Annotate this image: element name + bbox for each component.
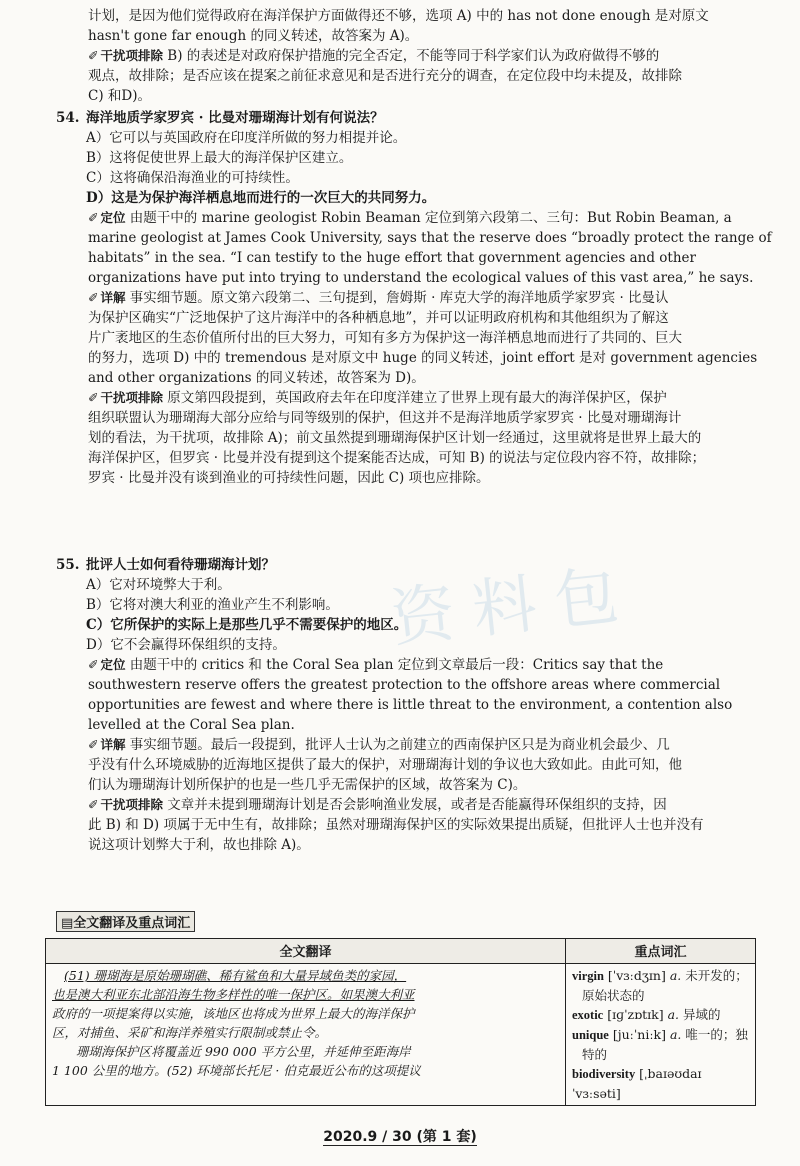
distractor-tag: ✐ 干扰项排除 xyxy=(88,797,163,812)
page-footer: 2020.9 / 30 (第 1 套) xyxy=(323,1129,477,1145)
vocab-entry: exotic [ɪɡˈzɒtɪk] a. 异域的 xyxy=(572,1007,721,1022)
option-b: B）它将对澳大利亚的渔业产生不利影响。 xyxy=(86,597,339,613)
distractor-para: ✐ 干扰项排除 文章并未提到珊瑚海计划是否会影响渔业发展，或者是否能赢得环保组织的支持，因 xyxy=(88,797,667,813)
vocab-entry-cont: 原始状态的 xyxy=(582,988,645,1003)
locate-line: habitats” in the sea. “I can testify to the huge effort that government agencies and other xyxy=(88,250,696,266)
question-number: 54. xyxy=(56,110,80,126)
option-d: D）它不会赢得环保组织的支持。 xyxy=(86,637,286,653)
intro-block xyxy=(88,6,778,106)
vocab-entry: biodiversity [ˌbaɪəʊdaɪˈvɜːsəti] xyxy=(572,1066,702,1101)
detail-tag: ✐ 详解 xyxy=(88,737,126,752)
table-header-row xyxy=(46,939,756,964)
option-a: A）它可以与英国政府在印度洋所做的努力相提并论。 xyxy=(86,130,407,146)
detail-line: 片广袤地区的生态价值所付出的巨大努力，可知有多方为保护这一海洋栖息地而进行了共同的、巨大 xyxy=(88,330,682,346)
intro-line: 观点，故排除；是否应该在提案之前征求意见和是否进行充分的调查，在定位段中均未提及，故排除 xyxy=(88,68,682,84)
translation-table xyxy=(45,938,756,1106)
distractor-line: 此 B) 和 D) 项属于无中生有，故排除；虽然对珊瑚海保护区的实际效果提出质疑，但批评人士也并没有 xyxy=(88,817,704,833)
distractor-tag: ✐ 干扰项排除 xyxy=(88,390,163,405)
table-row xyxy=(46,964,756,1106)
locate-line: levelled at the Coral Sea plan. xyxy=(88,717,295,733)
locate-para: ✐ 定位 由题干中的 marine geologist Robin Beaman 定位到第六段第二、三句：But Robin Beaman, a xyxy=(88,210,732,226)
col-header-vocab: 重点词汇 xyxy=(566,939,756,964)
intro-line: C) 和D)。 xyxy=(88,88,151,104)
distractor-line: 海洋保护区，但罗宾 · 比曼并没有提到这个提案能否达成，可知 B) 的说法与定位段内容不符，故排除； xyxy=(88,450,706,466)
pencil-icon: ✐ xyxy=(88,290,99,305)
translation-line: 也是澳大利亚东北部沿海生物多样性的唯一保护区。如果澳大利亚 xyxy=(52,987,415,1002)
locate-line: opportunities are fewest and where there is little threat to the environment, a contention also xyxy=(88,697,733,713)
vocab-entry: virgin [ˈvɜːdʒɪn] a. 未开发的； xyxy=(572,968,748,983)
intro-line: hasn't gone far enough 的同义转述，故答案为 A)。 xyxy=(88,28,419,44)
option-a: A）它对环境弊大于利。 xyxy=(86,577,231,593)
locate-line: southwestern reserve offers the greatest protection to the offshore areas where commercial xyxy=(88,677,721,693)
question-number: 55. xyxy=(56,557,80,573)
translation-line: (51) 珊瑚海是原始珊瑚礁、稀有鲨鱼和大量异域鱼类的家园， xyxy=(64,968,407,983)
translation-line: 政府的一项提案得以实施，该地区也将成为世界上最大的海洋保护 xyxy=(52,1006,415,1021)
detail-line: 乎没有什么环境威胁的近海地区提供了最大的保护，对珊瑚海计划的争议也大致如此。由此可知，他 xyxy=(88,757,682,773)
book-icon: ▤ xyxy=(61,916,74,931)
watermark-text: 资料包 xyxy=(387,557,640,657)
distractor-line: 说这项计划弊大于利，故也排除 A)。 xyxy=(88,837,310,853)
pencil-icon: ✐ xyxy=(88,390,99,405)
question-text: 海洋地质学家罗宾 · 比曼对珊瑚海计划有何说法？ xyxy=(86,110,384,126)
pencil-icon: ✐ xyxy=(88,797,99,812)
vocab-entry-cont: 特的 xyxy=(582,1047,608,1062)
option-c: C）这将确保沿海渔业的可持续性。 xyxy=(86,170,299,186)
pencil-icon: ✐ xyxy=(88,48,99,63)
detail-para: ✐ 详解 事实细节题。最后一段提到，批评人士认为之前建立的西南保护区只是为商业机会最少、几 xyxy=(88,737,670,753)
question-55-block xyxy=(56,555,776,855)
question-54-block xyxy=(56,108,776,488)
distractor-line: 划的看法，为干扰项，故排除 A)；前文虽然提到珊瑚海保护区计划一经通过，这里就将是世界上最大的 xyxy=(88,430,702,446)
detail-line: 的努力，选项 D) 中的 tremendous 是对原文中 huge 的同义转述，joint effort 是对 government agencies xyxy=(88,350,758,366)
option-c: C）它所保护的实际上是那些几乎不需要保护的地区。 xyxy=(86,617,408,633)
locate-tag: ✐ 定位 xyxy=(88,657,126,672)
detail-line: 为保护区确实“广泛地保护了这片海洋中的各种栖息地”，并可以证明政府机构和其他组织为了解这 xyxy=(88,310,669,326)
intro-distractor: ✐ 干扰项排除 B) 的表述是对政府保护措施的完全否定，不能等同于科学家们认为政府做得不够的 xyxy=(88,48,660,64)
option-d: D）这是为保护海洋栖息地而进行的一次巨大的共同努力。 xyxy=(86,190,436,206)
question-text: 批评人士如何看待珊瑚海计划？ xyxy=(86,557,275,573)
section-title: ▤全文翻译及重点词汇 xyxy=(56,911,195,932)
pencil-icon: ✐ xyxy=(88,737,99,752)
locate-line: organizations have put into trying to understand the ecological values of this vast area,” he says. xyxy=(88,270,754,286)
translation-line: 区，对捕鱼、采矿和海洋养殖实行限制或禁止令。 xyxy=(52,1025,328,1040)
col-header-translation: 全文翻译 xyxy=(46,939,566,964)
pencil-icon: ✐ xyxy=(88,210,99,225)
detail-line: 们认为珊瑚海计划所保护的也是一些几乎无需保护的区域，故答案为 C)。 xyxy=(88,777,527,793)
detail-line: and other organizations 的同义转述，故答案为 D)。 xyxy=(88,370,425,386)
option-b: B）这将促使世界上最大的海洋保护区建立。 xyxy=(86,150,353,166)
vocab-entry: unique [juːˈniːk] a. 唯一的；独 xyxy=(572,1027,748,1042)
intro-line: 计划，是因为他们觉得政府在海洋保护方面做得还不够，选项 A) 中的 has not done enough 是对原文 xyxy=(88,8,709,24)
distractor-para: ✐ 干扰项排除 原文第四段提到，英国政府去年在印度洋建立了世界上现有最大的海洋保护区，保护 xyxy=(88,390,667,406)
translation-line: 1 100 公里的地方。(52) 环境部长托尼 · 伯克最近公布的这项提议 xyxy=(52,1063,421,1078)
pencil-icon: ✐ xyxy=(88,657,99,672)
translation-cell xyxy=(46,964,566,1106)
locate-tag: ✐ 定位 xyxy=(88,210,126,225)
locate-para: ✐ 定位 由题干中的 critics 和 the Coral Sea plan 定位到文章最后一段：Critics say that the xyxy=(88,657,664,673)
vocab-cell xyxy=(566,964,756,1106)
distractor-line: 罗宾 · 比曼并没有谈到渔业的可持续性问题，因此 C) 项也应排除。 xyxy=(88,470,490,486)
distractor-line: 组织联盟认为珊瑚海大部分应给与同等级别的保护，但这并不是海洋地质学家罗宾 · 比曼对珊瑚海计 xyxy=(88,410,682,426)
distractor-tag: ✐ 干扰项排除 xyxy=(88,48,163,63)
translation-line: 珊瑚海保护区将覆盖近 990 000 平方公里，并延伸至距海岸 xyxy=(76,1044,411,1059)
detail-para: ✐ 详解 事实细节题。原文第六段第二、三句提到，詹姆斯 · 库克大学的海洋地质学家罗宾 · 比曼认 xyxy=(88,290,669,306)
detail-tag: ✐ 详解 xyxy=(88,290,126,305)
locate-line: marine geologist at James Cook University, says that the reserve does “broadly protect the range of xyxy=(88,230,772,246)
